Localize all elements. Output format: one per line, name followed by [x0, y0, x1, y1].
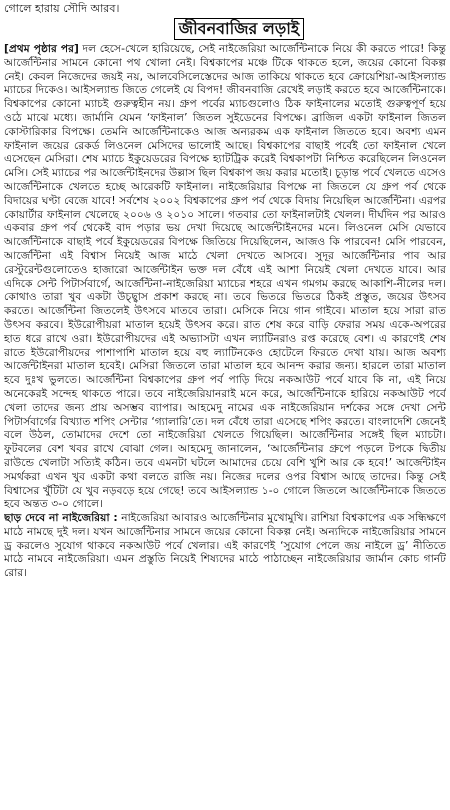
article-headline: জীবনবাজির লড়াই — [174, 18, 304, 40]
article-body — [4, 42, 446, 808]
continued-from-front-page-tag: [প্রথম পৃষ্ঠার পর] — [4, 42, 79, 55]
paragraph-2 — [4, 511, 446, 580]
paragraph-1-text: দল হেসে-খেলে হারিয়েছে, সেই নাইজেরিয়া আর্জেন্টিনাকে নিয়ে কী করতে পারে! কিন্তু আর্জেন্টিনার সামনে কোনো পথ খোলা নেই। বিশ্বকাপের মঞ্চে টিকে থাকতে হলে, জয়ের কোনো বিকল্প নেই। কেবল নিজেদের জয়ই নয়, আলবেসিলেস্তেদের আজ তাকিয়ে থাকতে হবে ক্রোয়েশিয়া-আইসল্যান্ড ম্যাচের দিকেও। আইসল্যান্ড জিতে গেলেই যে বিপদ! জীবনবাজি রেখেই লড়াই করতে হবে আর্জেন্টিনাকে। বিশ্বকাপের কোনো ম্যাচই গুরুত্বহীন নয়। গ্রুপ পর্বের ম্যাচগুলোও ঠিক ফাইনালের মতোই গুরুত্বপূর্ণ হয়ে ওঠে মাঝে মধ্যে। জার্মানি যেমন ‘ফাইনাল’ জিতল সুইডেনের বিপক্ষে। ব্রাজিল একটা ফাইনাল জিতল কোস্টারিকার বিপক্ষে। তেমনি আর্জেন্টিনাকেও আজ অন্যরকম এক ফাইনাল জিততে হবে। অবশ্য এমন ফাইনাল জয়ের রেকর্ড লিওনেল মেসিদের ভালোই আছে। বিশ্বকাপের বাছাই পর্বেই তো ফাইনাল খেলে এসেছেন মেসিরা। শেষ ম্যাচে ইকুয়েডরের বিপক্ষে হ্যাটট্রিক করেই বিশ্বকাপটা নিশ্চিত করেছিলেন লিওনেল মেসি। সেই ম্যাচের পর আর্জেন্টাইনদের উল্লাস ছিল বিশ্বকাপ জয় করার মতোই। চূড়ান্ত পর্বে খেলতে এসেও আর্জেন্টিনাকে খেলতে হচ্ছে আরেকটি ফাইনাল। নাইজেরিয়ার বিপক্ষে না জিতলে যে গ্রুপ পর্ব থেকে বিদায়ের ঘণ্টা বেজে যাবে! সর্বশেষ ২০০২ বিশ্বকাপের গ্রুপ পর্ব থেকে বিদায় নিয়েছিল আর্জেন্টিনা। এরপর কোয়ার্টার ফাইনাল খেলেছে ২০০৬ ও ২০১০ সালে। গতবার তো ফাইনালটাই খেলল। দীর্ঘদিন পর আরও একবার গ্রুপ পর্ব থেকেই বাদ পড়ার ভয় দেখা দিয়েছে আর্জেন্টাইনদের মনে। লিওনেল মেসি যেভাবে আর্জেন্টিনাকে বাছাই পর্বে ইকুয়েডরের বিপক্ষে জিতিয়ে দিয়েছিলেন, আজও কি পারবেন! মেসি পারবেন, আর্জেন্টিনা এই বিশ্বাস নিয়েই আজ মাঠে খেলা দেখতে আসবে। সুদূর আর্জেন্টিনার পাব আর রেস্টুরেন্টগুলোতেও হাজারো আর্জেন্টাইন ভক্ত দল বেঁধে এই আশা নিয়েই খেলা দেখতে যাবে। আর এদিকে সেন্ট পিটার্সবার্গে, আর্জেন্টিনা-নাইজেরিয়া ম্যাচের শহরে এখন গমগম করছে আকাশি-নীলের দল। কোথাও তারা খুব একটা উচ্ছ্বাস প্রকাশ করছে না। তবে ভিতরে ভিতরে ঠিকই প্রস্তুত, জয়ের উৎসব করতে। আর্জেন্টিনা জিতলেই উৎসবে মাতবে তারা। মেসিকে নিয়ে গান গাইবে। মাতাল হয়ে সারা রাত উৎসব করবে। ইউরোপীয়রা মাতাল হয়েই উৎসব করে। রাত শেষ করে বাড়ি ফেরার সময় একে-অপরের হাত ধরে রাখে ওরা। ইউরোপীয়দের এই অভ্যাসটা এখন ল্যাটিনরাও রপ্ত করেছে বেশ। এ কারণেই শেষ রাতে ইউরোপীয়দের পাশাপাশি মাতাল হয়ে বহু ল্যাটিনকেও হোটেলে ফিরতে দেখা যায়। আজ অবশ্য আর্জেন্টাইনরা মাতাল হবেই। মেসিরা জিতলে তারা মাতাল হবে আনন্দ করার জন্য। হারলে তারা মাতাল হবে দুঃখ ভুলতে। আর্জেন্টিনা বিশ্বকাপের গ্রুপ পর্ব পাড়ি দিয়ে নকআউট পর্বে যাবে কি না, এই নিয়ে অনেকেরই সন্দেহ থাকতে পারে। তবে নাইজেরিয়ানরাই মনে করে, আর্জেন্টিনাকে হারিয়ে নকআউট পর্বে খেলা তাদের জন্য প্রায় অসম্ভব ব্যাপার। আহমেদু নামের এক নাইজেরিয়ান দর্শকের সঙ্গে দেখা সেন্ট পিটার্সবার্গের বিখ্যাত শপিং সেন্টার ‘গ্যালারি’তে। দল বেঁধে তারা এসেছে শপিং করতে। বাংলাদেশি জেনেই বলে উঠল, তোমাদের দেশে তো নাইজেরিয়া খেলতে গিয়েছিল। আর্জেন্টিনার সঙ্গেই ছিল ম্যাচটা। ফুটবলের বেশ খবর রাখে বোঝা গেল। আহমেদু জানালেন, ‘আর্জেন্টিনার গ্রুপে পড়লে টপকে দ্বিতীয় রাউন্ডে খেলাটা সত্যিই কঠিন। তবে এমনটা ঘটলে আমাদের চেয়ে বেশি খুশি আর কে হবে!’ আর্জেন্টাইন সমর্থকরা এখন খুব একটা কথা বলতে রাজি নয়। নিজের দলের ওপর বিশ্বাস আছে তাদের। কিন্তু সেই বিশ্বাসের খুঁটিটা যে খুব নড়বড়ে হয়ে গেছে! তবে আইসল্যান্ড ১-০ গোলে জিতলে আর্জেন্টিনাকে জিততে হবে অন্তত ৩-০ গোলে। — [4, 42, 446, 511]
paragraph-2-text: নাইজেরিয়া আবারও আর্জেন্টিনার মুখোমুখি। রাশিয়া বিশ্বকাপের এক সন্ধিক্ষণে মাঠে নামছে দুই দল। যখন আর্জেন্টিনার সামনে জয়ের কোনো বিকল্প নেই। অন্যদিকে নাইজেরিয়ার সামনে ড্র করলেও সুযোগ থাকবে নকআউট পর্বে খেলার। এই কারণেই ‘সুযোগ পেলে জয় নাইলে ড্র’ নীতিতে মাঠে নামবে নাইজেরিয়া। এমন প্রস্তুতি নিয়েই শিষ্যদের মাঠে পাঠাচ্ছেন নাইজেরিয়ার জার্মান কোচ গার্নট রোর। — [4, 511, 446, 580]
subheading-nigeria: ছাড় দেবে না নাইজেরিয়া : — [4, 511, 118, 525]
paragraph-1 — [4, 42, 446, 511]
previous-article-tail: গোলে হারায় সৌদি আরব। — [4, 2, 120, 15]
